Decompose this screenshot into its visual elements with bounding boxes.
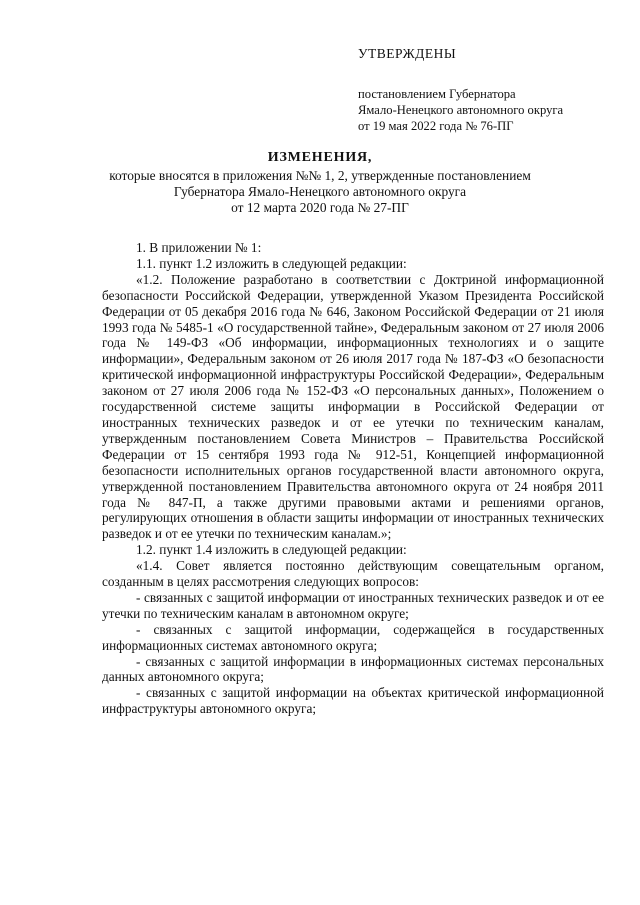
list-item: - связанных с защитой информации в информационных системах персональных данных автономного округа;	[102, 653, 604, 685]
approval-line: Ямало-Ненецкого автономного округа	[358, 103, 564, 117]
document-body	[102, 240, 604, 717]
heading-line: от 12 марта 2020 года № 27-ПГ	[231, 200, 409, 215]
paragraph: «1.2. Положение разработано в соответствии с Доктриной информационной безопасности Российской Федерации, утвержденной Указом Президента Российской Федерации от 05 декабря 2016 года № 646, Законом Российской Федерации от 21 июля 1993 года № 5485-1 «О государственной тайне», Федеральным законом от 27 июля 2006 года № 149-ФЗ «Об информации, информационных технологиях и о защите информации», Федеральным законом от 26 июля 2017 года № 187-ФЗ «О безопасности критической информационной инфраструктуры Российской Федерации», Федеральным законом от 27 июля 2006 года № 152-ФЗ «О персональных данных», Положением о государственной системе защиты информации в Российской Федерации от иностранных технических разведок и от ее утечки по техническим каналам, утвержденным постановлением Совета Министров – Правительства Российской Федерации от 15 сентября 1993 года № 912-51, Концепцией информационной безопасности исполнительных органов государственной власти автономного округа, утвержденной постановлением Правительства автономного округа от 24 ноября 2011 года № 847-П, а также другими правовыми актами и решениями органов, регулирующих отношения в области защиты информации от иностранных технических разведок и от ее утечки по техническим каналам.»;	[102, 271, 604, 542]
approval-line: постановлением Губернатора	[358, 87, 516, 101]
list-item: - связанных с защитой информации, содержащейся в государственных информационных системах автономного округа;	[102, 621, 604, 653]
approval-title: УТВЕРЖДЕНЫ	[358, 46, 457, 61]
paragraph: 1.1. пункт 1.2 изложить в следующей редакции:	[136, 255, 407, 271]
approval-line: от 19 мая 2022 года № 76-ПГ	[358, 119, 514, 133]
approval-block	[358, 46, 618, 134]
heading-title: ИЗМЕНЕНИЯ,	[267, 150, 373, 165]
heading-line: Губернатора Ямало-Ненецкого автономного округа	[173, 184, 467, 199]
document-heading	[100, 150, 540, 216]
list-item: - связанных с защитой информации от иностранных технических разведок и от ее утечки по техническим каналам в автономном округе;	[102, 589, 604, 621]
paragraph: «1.4. Совет является постоянно действующим совещательным органом, созданным в целях рассмотрения следующих вопросов:	[102, 558, 604, 590]
heading-line: которые вносятся в приложения №№ 1, 2, утвержденные постановлением	[109, 168, 531, 183]
list-item: - связанных с защитой информации на объектах критической информационной инфраструктуры автономного округа;	[102, 685, 604, 717]
paragraph: 1.2. пункт 1.4 изложить в следующей редакции:	[136, 542, 407, 558]
paragraph: 1. В приложении № 1:	[136, 240, 262, 255]
